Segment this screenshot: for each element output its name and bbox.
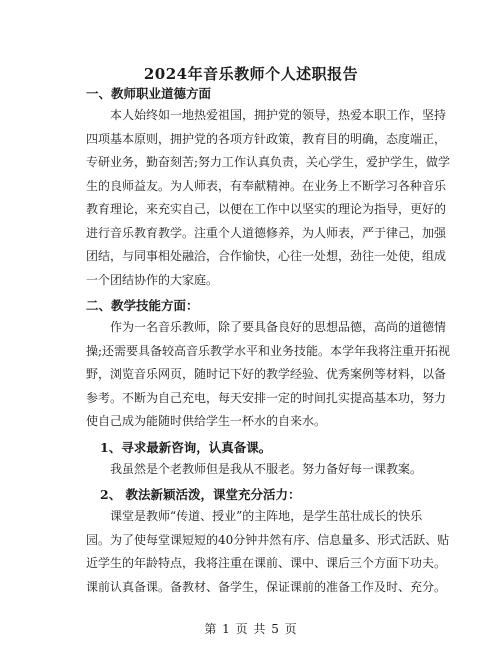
document-body — [86, 84, 451, 599]
paragraph-line: 园。为了使每堂课短短的40分钟井然有序、信息量多、形式活跃、贴 — [86, 532, 450, 547]
paragraph-line: 专研业务，勤奋刻苦;努力工作认真负责，关心学生，爱护学生，做学 — [86, 155, 451, 169]
paragraph-line: 本人始终如一地热爱祖国，拥护党的领导，热爱本职工作，坚持 — [110, 108, 447, 122]
paragraph-line: 作为一名音乐教师，除了要具备良好的思想品德，高尚的道德情 — [110, 320, 447, 334]
paragraph-line: 生的良师益友。为人师表，有奉献精神。在业务上不断学习各种音乐 — [86, 178, 447, 193]
paragraph-line: 野，浏览音乐网页，随时记下好的教学经验、优秀案例等材料，以备 — [86, 367, 447, 381]
paragraph-line: 团结，与同事相处融洽，合作愉快，心往一处想，劲往一处使，组成 — [86, 249, 447, 263]
paragraph — [86, 505, 450, 599]
paragraph — [86, 458, 423, 482]
paragraph-line: 使自己成为能随时供给学生一杯水的自来水。 — [86, 414, 327, 428]
subsection-heading: 2、 教法新颖活泼，课堂充分活力： — [100, 487, 301, 502]
section-heading: 二、教学技能方面： — [86, 298, 199, 313]
page-footer: 第 1 页 共 5 页 — [204, 622, 298, 636]
section-heading: 一、教师职业道德方面 — [86, 86, 212, 101]
paragraph — [86, 104, 451, 292]
paragraph-line: 操;还需要具备较高音乐教学水平和业务技能。本学年我将注重开拓视 — [86, 343, 451, 358]
paragraph-line: 我虽然是个老教师但是我从不服老。努力备好每一课教案。 — [110, 461, 423, 476]
paragraph-line: 教育理论，来充实自己，以便在工作中以坚实的理论为指导，更好的 — [86, 202, 447, 216]
document-title: 2024年音乐教师个人述职报告 — [143, 65, 359, 83]
paragraph-line: 近学生的年龄特点，我将注重在课前、课中、课后三个方面下功夫。 — [86, 556, 447, 570]
paragraph-line: 课前认真备课。备教材、备学生，保证课前的准备工作及时、充分。 — [86, 579, 447, 594]
subsection-heading: 1、寻求最新咨询，认真备课。 — [100, 439, 272, 455]
paragraph-line: 进行音乐教育教学。注重个人道德修养，为人师表，严于律己，加强 — [86, 225, 447, 240]
paragraph — [86, 316, 451, 434]
paragraph-line: 一个团结协作的大家庭。 — [86, 272, 219, 287]
paragraph-line: 参考。不断为自己充电，每天安排一定的时间扎实提高基本功，努力 — [86, 390, 447, 405]
paragraph-line: 四项基本原则，拥护党的各项方针政策，教育目的明确，态度端正， — [86, 131, 447, 146]
paragraph-line: 课堂是教师“传道、授业”的主阵地，是学生茁壮成长的快乐 — [110, 509, 423, 523]
